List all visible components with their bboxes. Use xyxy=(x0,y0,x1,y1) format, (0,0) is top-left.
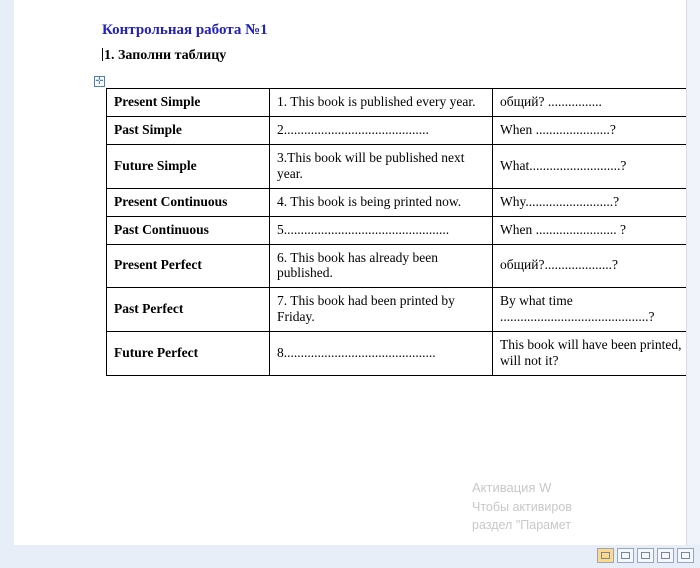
activation-watermark xyxy=(472,478,682,535)
table-row xyxy=(107,188,687,216)
sentence-cell: 3.This book will be published next year. xyxy=(270,144,493,188)
sentence-cell: 1. This book is published every year. xyxy=(270,89,493,117)
sentence-cell: 4. This book is being printed now. xyxy=(270,188,493,216)
table-row xyxy=(107,332,687,376)
tense-cell: Present Perfect xyxy=(107,244,270,288)
web-layout-view-icon[interactable] xyxy=(637,548,654,563)
view-mode-buttons xyxy=(597,548,694,563)
question-cell: When ........................ ? xyxy=(493,216,687,244)
question-cell: общий?....................? xyxy=(493,244,687,288)
question-cell: Why..........................? xyxy=(493,188,687,216)
task-heading-label: 1. Заполни таблицу xyxy=(104,48,227,63)
watermark-line-2: Чтобы активиров xyxy=(472,499,572,514)
tense-cell: Future Simple xyxy=(107,144,270,188)
sentence-cell: 2........................................... xyxy=(270,116,493,144)
tenses-table xyxy=(106,88,686,376)
sentence-cell: 7. This book had been printed by Friday. xyxy=(270,288,493,332)
page-title: Контрольная работа №1 xyxy=(102,22,268,38)
print-layout-view-icon[interactable] xyxy=(597,548,614,563)
watermark-line-1: Активация W xyxy=(472,480,552,495)
question-cell: This book will have been printed, will not it? xyxy=(493,332,687,376)
move-table-handle-icon[interactable]: ✛ xyxy=(95,76,104,87)
tense-cell: Past Simple xyxy=(107,116,270,144)
question-cell: By what time ............................................? xyxy=(493,288,687,332)
tense-cell: Present Simple xyxy=(107,89,270,117)
question-cell: What...........................? xyxy=(493,144,687,188)
table-row xyxy=(107,244,687,288)
tense-cell: Present Continuous xyxy=(107,188,270,216)
question-cell: общий? ................ xyxy=(493,89,687,117)
watermark-line-3: раздел "Парамет xyxy=(472,518,571,533)
vertical-scrollbar[interactable] xyxy=(686,0,700,545)
sentence-cell: 5................................................. xyxy=(270,216,493,244)
document-page xyxy=(14,0,686,545)
table-row xyxy=(107,216,687,244)
task-heading xyxy=(102,48,226,64)
question-cell: When ......................? xyxy=(493,116,687,144)
full-screen-reading-view-icon[interactable] xyxy=(617,548,634,563)
sentence-cell: 8............................................. xyxy=(270,332,493,376)
outline-view-icon[interactable] xyxy=(657,548,674,563)
text-cursor xyxy=(102,48,103,61)
table-row xyxy=(107,288,687,332)
draft-view-icon[interactable] xyxy=(677,548,694,563)
table-row xyxy=(107,89,687,117)
table-row xyxy=(107,116,687,144)
sentence-cell: 6. This book has already been published. xyxy=(270,244,493,288)
table-row xyxy=(107,144,687,188)
status-bar xyxy=(0,545,700,568)
tense-cell: Future Perfect xyxy=(107,332,270,376)
tense-cell: Past Perfect xyxy=(107,288,270,332)
tense-cell: Past Continuous xyxy=(107,216,270,244)
